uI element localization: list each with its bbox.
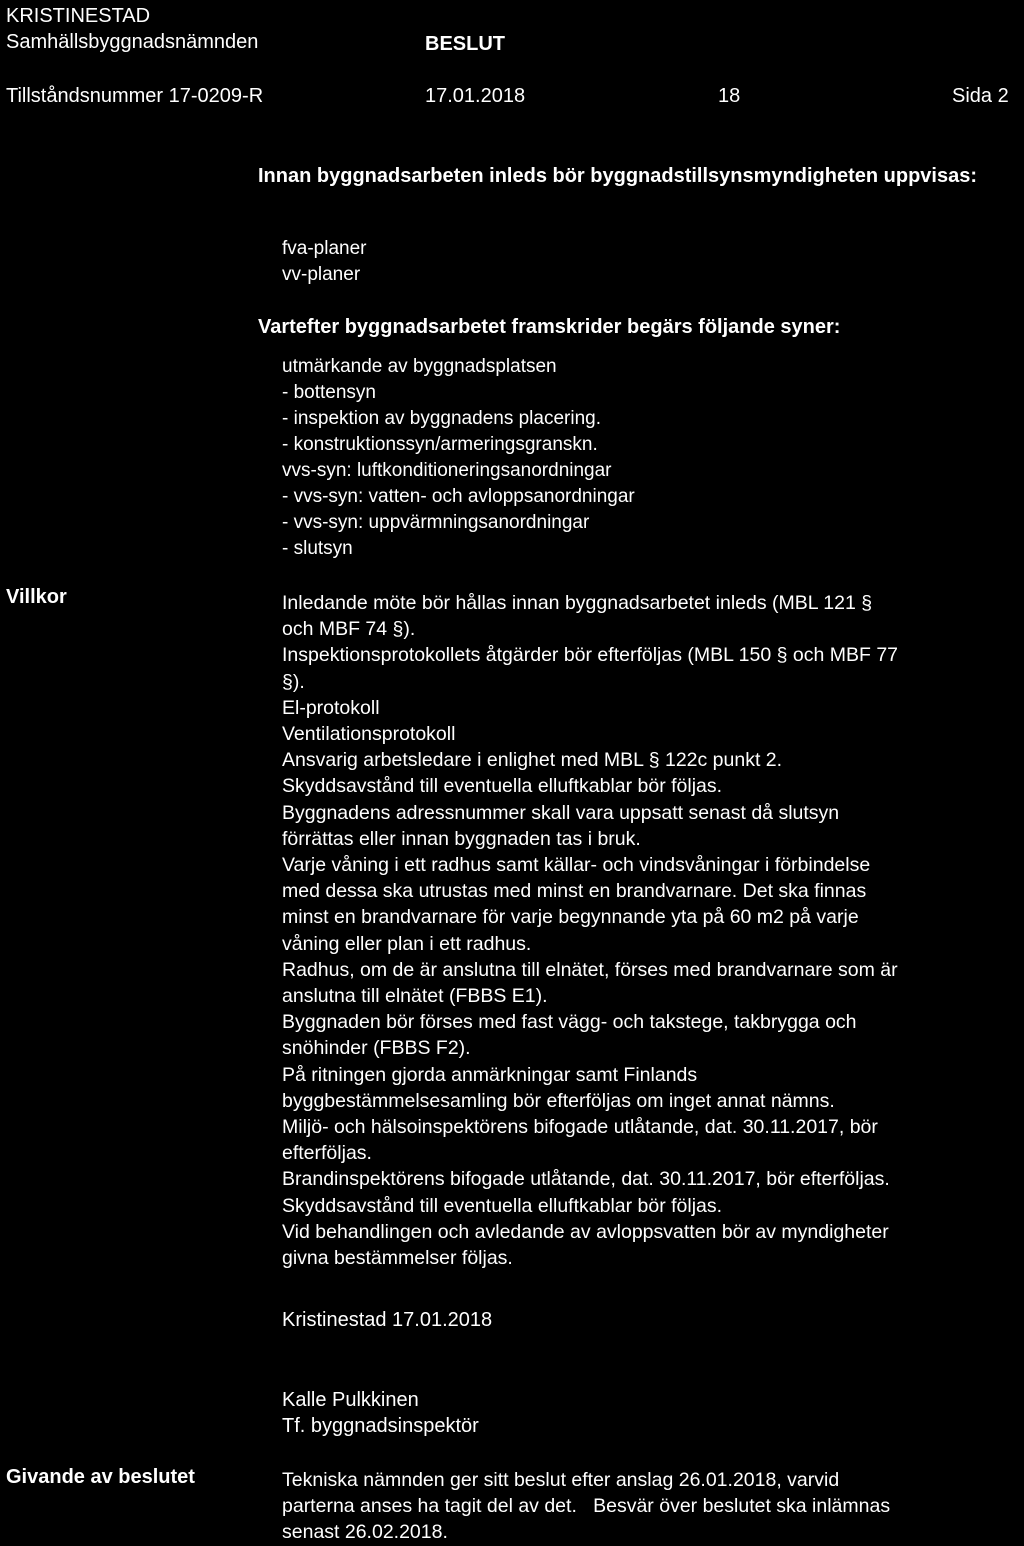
documents-heading: Innan byggnadsarbeten inleds bör byggnadstillsynsmyndigheten uppvisas:: [258, 165, 978, 187]
decision-date: 17.01.2018: [425, 85, 526, 107]
givande-text: [282, 1467, 890, 1546]
municipality-name: KRISTINESTAD: [6, 5, 151, 27]
inspections-list: [282, 354, 635, 562]
condition-line: anslutna till elnätet (FBBS E1).: [282, 985, 548, 1008]
condition-line: med dessa ska utrustas med minst en brandvarnare. Det ska finnas: [282, 880, 867, 903]
condition-line: Brandinspektörens bifogade utlåtande, dat. 30.11.2017, bör efterföljas.: [282, 1168, 890, 1191]
condition-line: efterföljas.: [282, 1142, 372, 1165]
list-item: - bottensyn: [282, 382, 376, 403]
list-item: vvs-syn: luftkonditioneringsanordningar: [282, 460, 612, 481]
condition-line: våning eller plan i ett radhus.: [282, 932, 532, 955]
condition-line: Varje våning i ett radhus samt källar- och vindsvåningar i förbindelse: [282, 854, 871, 877]
signature-name: Kalle Pulkkinen: [282, 1389, 419, 1411]
list-item: fva-planer: [282, 238, 367, 259]
condition-line: Skyddsavstånd till eventuella elluftkablar bör följas.: [282, 775, 723, 798]
villkor-conditions: [282, 590, 898, 1271]
list-item: - konstruktionssyn/armeringsgranskn.: [282, 434, 598, 455]
condition-line: El-protokoll: [282, 696, 380, 719]
list-item: vv-planer: [282, 264, 361, 285]
section-number: 18: [718, 85, 741, 107]
documents-section: [258, 163, 1008, 190]
condition-line: Inledande möte bör hållas innan byggnadsarbetet inleds (MBL 121 §: [282, 592, 873, 614]
condition-line: byggbestämmelsesamling bör efterföljas om inget annat nämns.: [282, 1089, 835, 1112]
condition-line: Miljö- och hälsoinspektörens bifogade utlåtande, dat. 30.11.2017, bör: [282, 1116, 878, 1139]
condition-line: Ansvarig arbetsledare i enlighet med MBL § 122c punkt 2.: [282, 749, 783, 772]
condition-line: Radhus, om de är anslutna till elnätet, förses med brandvarnare som är: [282, 958, 898, 981]
list-item: - inspektion av byggnadens placering.: [282, 408, 601, 429]
condition-line: Inspektionsprotokollets åtgärder bör efterföljas (MBL 150 § och MBF 77: [282, 644, 899, 667]
list-item: - slutsyn: [282, 538, 353, 559]
document-type: BESLUT: [425, 33, 505, 55]
permit-number: Tillståndsnummer 17-0209-R: [6, 85, 264, 107]
signature-place-date: Kristinestad 17.01.2018: [282, 1309, 493, 1331]
board-name: Samhällsbyggnadsnämnden: [6, 31, 259, 53]
givande-line: senast 26.02.2018.: [282, 1521, 448, 1544]
list-item: utmärkande av byggnadsplatsen: [282, 356, 557, 377]
condition-line: Skyddsavstånd till eventuella elluftkablar bör följas.: [282, 1194, 723, 1217]
condition-line: förrättas eller innan byggnaden tas i bruk.: [282, 827, 641, 850]
condition-line: snöhinder (FBBS F2).: [282, 1037, 471, 1060]
condition-line: På ritningen gjorda anmärkningar samt Finlands: [282, 1063, 698, 1086]
villkor-label: Villkor: [6, 586, 67, 608]
condition-line: §).: [282, 670, 305, 693]
signature-title: Tf. byggnadsinspektör: [282, 1415, 479, 1437]
givande-line: Tekniska nämnden ger sitt beslut efter anslag 26.01.2018, varvid: [282, 1469, 840, 1491]
inspections-heading: Vartefter byggnadsarbetet framskrider begärs följande syner:: [258, 316, 841, 338]
givande-label: Givande av beslutet: [6, 1466, 195, 1488]
condition-line: Byggnadens adressnummer skall vara uppsatt senast då slutsyn: [282, 801, 840, 824]
list-item: - vvs-syn: uppvärmningsanordningar: [282, 512, 590, 533]
condition-line: och MBF 74 §).: [282, 618, 416, 641]
condition-line: Ventilationsprotokoll: [282, 723, 456, 746]
condition-line: givna bestämmelser följas.: [282, 1247, 513, 1270]
page-number: Sida 2: [952, 85, 1009, 107]
list-item: - vvs-syn: vatten- och avloppsanordningar: [282, 486, 635, 507]
documents-list: [282, 236, 367, 288]
condition-line: minst en brandvarnare för varje begynnande yta på 60 m2 på varje: [282, 906, 859, 929]
givande-line: parterna anses ha tagit del av det. Besvär över beslutet ska inlämnas: [282, 1495, 891, 1518]
condition-line: Vid behandlingen och avledande av avloppsvatten bör av myndigheter: [282, 1220, 889, 1243]
condition-line: Byggnaden bör förses med fast vägg- och takstege, takbrygga och: [282, 1011, 857, 1034]
